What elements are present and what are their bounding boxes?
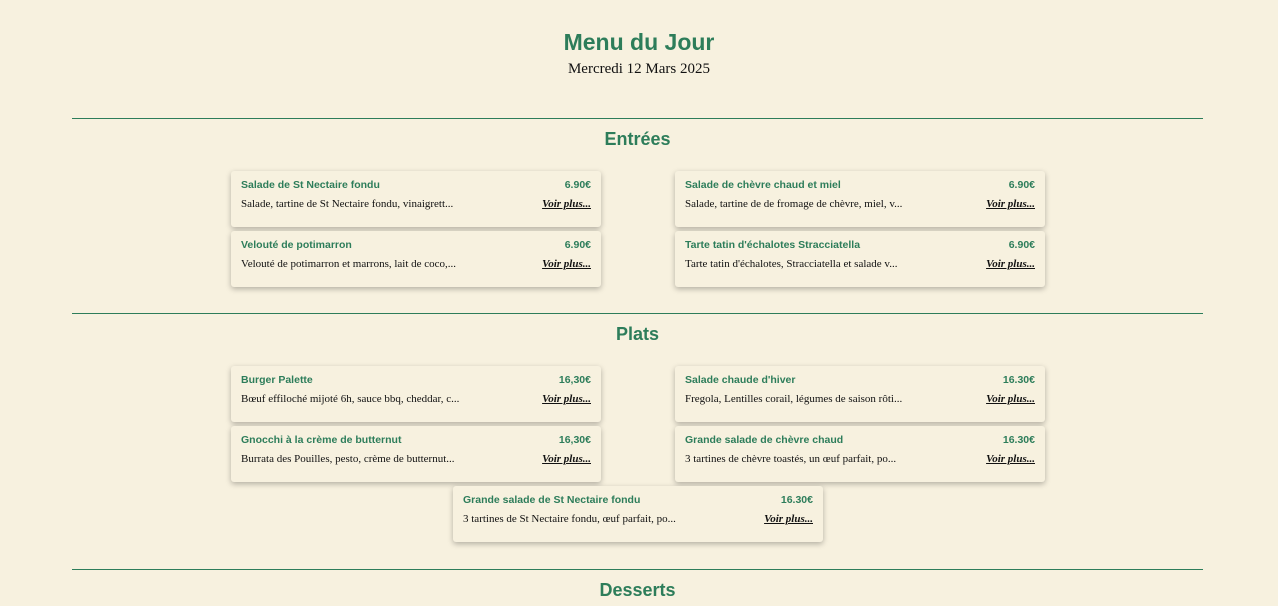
dish-description: Burrata des Pouilles, pesto, crème de butternut...: [241, 453, 455, 465]
dish-description: 3 tartines de St Nectaire fondu, œuf parfait, po...: [463, 513, 676, 525]
menu-card[interactable]: [453, 486, 823, 542]
section-desserts: [72, 569, 1203, 600]
dish-name: Tarte tatin d'échalotes Stracciatella: [685, 239, 861, 251]
dish-description: Salade, tartine de St Nectaire fondu, vinaigrett...: [241, 198, 454, 210]
see-more-link[interactable]: Voir plus...: [986, 393, 1035, 405]
menu-card[interactable]: [675, 231, 1045, 287]
dish-description: Tarte tatin d'échalotes, Stracciatella et salade v...: [685, 258, 898, 270]
see-more-link[interactable]: Voir plus...: [542, 258, 591, 270]
dish-name: Salade chaude d'hiver: [685, 374, 796, 386]
dish-name: Grande salade de St Nectaire fondu: [463, 494, 641, 506]
menu-card[interactable]: [231, 171, 601, 227]
see-more-link[interactable]: Voir plus...: [986, 258, 1035, 270]
see-more-link[interactable]: Voir plus...: [986, 453, 1035, 465]
dish-price: 16.30€: [1002, 374, 1035, 386]
dish-price: 16.30€: [780, 494, 813, 506]
dish-price: 6.90€: [564, 239, 591, 251]
see-more-link[interactable]: Voir plus...: [764, 513, 813, 525]
see-more-link[interactable]: Voir plus...: [542, 453, 591, 465]
dish-description: Velouté de potimarron et marrons, lait de coco,...: [241, 258, 457, 270]
section-title: Plats: [615, 324, 660, 344]
dish-description: Fregola, Lentilles corail, légumes de saison rôti...: [685, 393, 903, 405]
menu-card[interactable]: [231, 366, 601, 422]
dish-description: Salade, tartine de de fromage de chèvre, miel, v...: [685, 198, 903, 210]
dish-name: Salade de chèvre chaud et miel: [685, 179, 841, 191]
dish-price: 16.30€: [1002, 434, 1035, 446]
section-entrees: [72, 118, 1203, 270]
dish-price: 16,30€: [558, 374, 591, 386]
section-title: Entrées: [604, 129, 671, 149]
menu-date: Mercredi 12 Mars 2025: [567, 61, 711, 77]
menu-card[interactable]: [231, 426, 601, 482]
dish-name: Grande salade de chèvre chaud: [685, 434, 844, 446]
see-more-link[interactable]: Voir plus...: [986, 198, 1035, 210]
page-title: Menu du Jour: [563, 29, 715, 55]
menu-card[interactable]: [675, 426, 1045, 482]
dish-price: 6.90€: [564, 179, 591, 191]
dish-description: 3 tartines de chèvre toastés, un œuf parfait, po...: [685, 453, 897, 465]
section-plats: [72, 313, 1203, 525]
menu-card[interactable]: [675, 171, 1045, 227]
menu-card[interactable]: [231, 231, 601, 287]
dish-price: 16,30€: [558, 434, 591, 446]
dish-name: Burger Palette: [241, 374, 313, 386]
dish-name: Salade de St Nectaire fondu: [241, 179, 380, 191]
section-title: Desserts: [599, 580, 676, 600]
menu-header: [0, 0, 1278, 78]
dish-price: 6.90€: [1008, 239, 1035, 251]
dish-description: Bœuf effiloché mijoté 6h, sauce bbq, cheddar, c...: [241, 393, 460, 405]
menu-card[interactable]: [675, 366, 1045, 422]
dish-name: Gnocchi à la crème de butternut: [241, 434, 402, 446]
dish-price: 6.90€: [1008, 179, 1035, 191]
see-more-link[interactable]: Voir plus...: [542, 198, 591, 210]
see-more-link[interactable]: Voir plus...: [542, 393, 591, 405]
dish-name: Velouté de potimarron: [241, 239, 352, 251]
